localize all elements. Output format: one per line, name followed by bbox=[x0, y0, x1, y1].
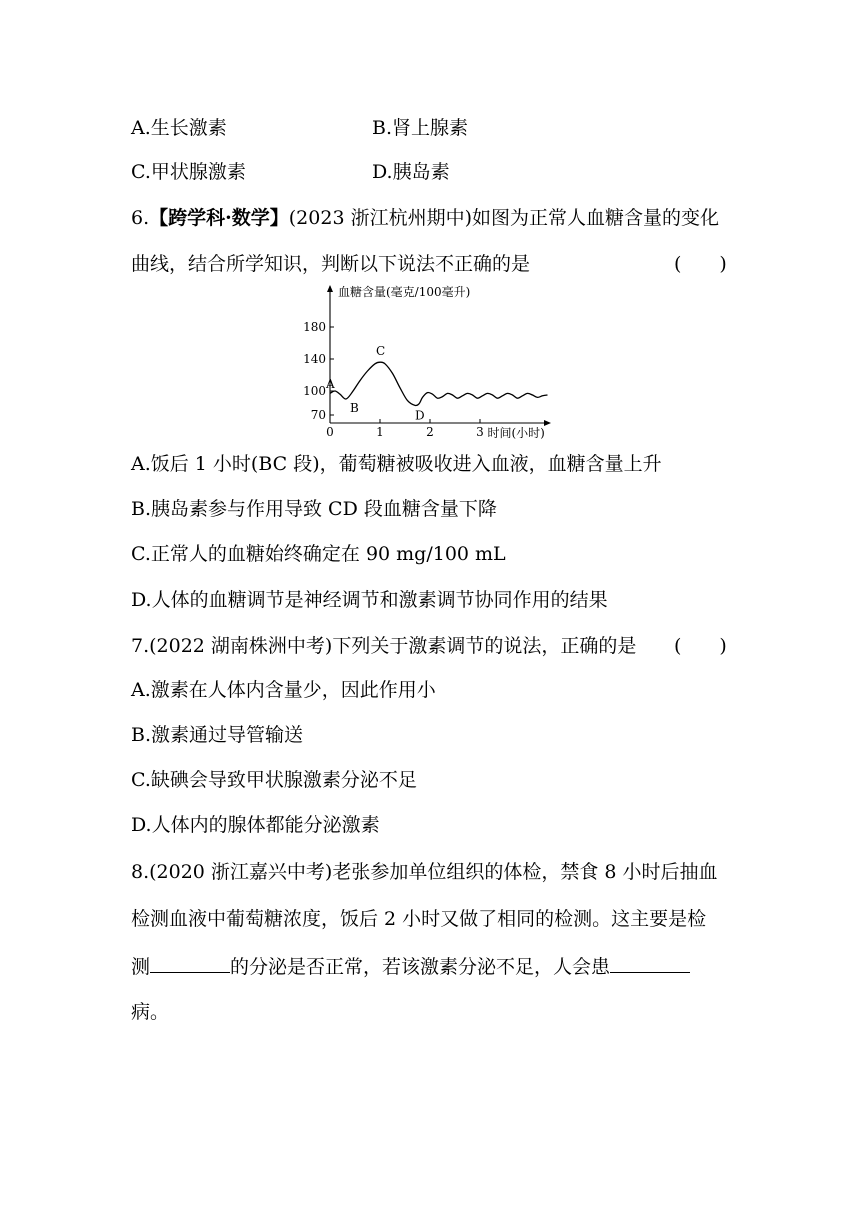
x-tick-label: 3 bbox=[476, 425, 484, 439]
q6-number: 6. bbox=[131, 207, 150, 229]
q8-answer-blank-2[interactable] bbox=[610, 954, 690, 973]
blood-glucose-chart bbox=[300, 280, 570, 440]
q6-option-a: A.饭后 1 小时(BC 段)，葡萄糖被吸收进入血液，血糖含量上升 bbox=[131, 453, 662, 475]
q6-stem-line1 bbox=[131, 206, 719, 230]
glucose-curve-line bbox=[330, 362, 548, 405]
q6-stem-line2: 曲线，结合所学知识，判断以下说法不正确的是 bbox=[131, 253, 531, 275]
q8-line3-start: 测 bbox=[131, 956, 151, 978]
chart-axes bbox=[330, 286, 550, 423]
q7-option-c: C.缺碘会导致甲状腺激素分泌不足 bbox=[131, 769, 417, 791]
q7-stem: 7.(2022 湖南株洲中考)下列关于激素调节的说法，正确的是 bbox=[131, 635, 637, 657]
point-label-a: A bbox=[326, 377, 335, 391]
q6-answer-parens: ( ) bbox=[674, 253, 727, 275]
q6-option-d: D.人体的血糖调节是神经调节和激素调节协同作用的结果 bbox=[131, 589, 608, 611]
q6-tag: 【跨学科·数学】 bbox=[149, 207, 289, 229]
x-tick-label: 1 bbox=[376, 425, 384, 439]
q8-line1: 8.(2020 浙江嘉兴中考)老张参加单位组织的体检，禁食 8 小时后抽血 bbox=[131, 861, 718, 883]
q8-line4: 病。 bbox=[131, 1001, 170, 1023]
q6-stem-text: (2023 浙江杭州期中)如图为正常人血糖含量的变化 bbox=[288, 207, 719, 229]
x-tick-label: 2 bbox=[426, 425, 434, 439]
q5-option-c: C.甲状腺激素 bbox=[131, 161, 246, 183]
q7-option-a: A.激素在人体内含量少，因此作用小 bbox=[131, 679, 436, 701]
q8-line3 bbox=[131, 954, 690, 979]
y-tick-label: 100 bbox=[303, 384, 326, 398]
chart-point-labels bbox=[325, 344, 425, 422]
point-label-c: C bbox=[376, 344, 386, 359]
y-tick-label: 70 bbox=[310, 408, 326, 422]
chart-x-axis-label: 时间(小时) bbox=[487, 426, 545, 440]
q5-option-d: D.胰岛素 bbox=[372, 161, 450, 183]
q7-answer-parens: ( ) bbox=[674, 635, 727, 657]
chart-y-axis-label: 血糖含量(毫克/100毫升) bbox=[338, 285, 471, 299]
q6-option-b: B.胰岛素参与作用导致 CD 段血糖含量下降 bbox=[131, 498, 497, 520]
x-tick-label: 0 bbox=[326, 425, 334, 439]
q8-line2: 检测血液中葡萄糖浓度，饭后 2 小时又做了相同的检测。这主要是检 bbox=[131, 908, 707, 930]
q7-option-d: D.人体内的腺体都能分泌激素 bbox=[131, 814, 380, 836]
q6-option-c: C.正常人的血糖始终确定在 90 mg/100 mL bbox=[131, 543, 506, 565]
q8-answer-blank-1[interactable] bbox=[150, 954, 230, 973]
q5-option-a: A.生长激素 bbox=[131, 117, 227, 139]
point-label-b: B bbox=[350, 401, 359, 415]
q5-option-b: B.肾上腺素 bbox=[372, 117, 469, 139]
y-tick-label: 140 bbox=[303, 352, 326, 366]
q7-option-b: B.激素通过导管输送 bbox=[131, 724, 304, 746]
q8-line3-middle: 的分泌是否正常，若该激素分泌不足，人会患 bbox=[230, 956, 611, 978]
y-tick-label: 180 bbox=[303, 320, 326, 334]
point-label-d: D bbox=[415, 408, 425, 423]
